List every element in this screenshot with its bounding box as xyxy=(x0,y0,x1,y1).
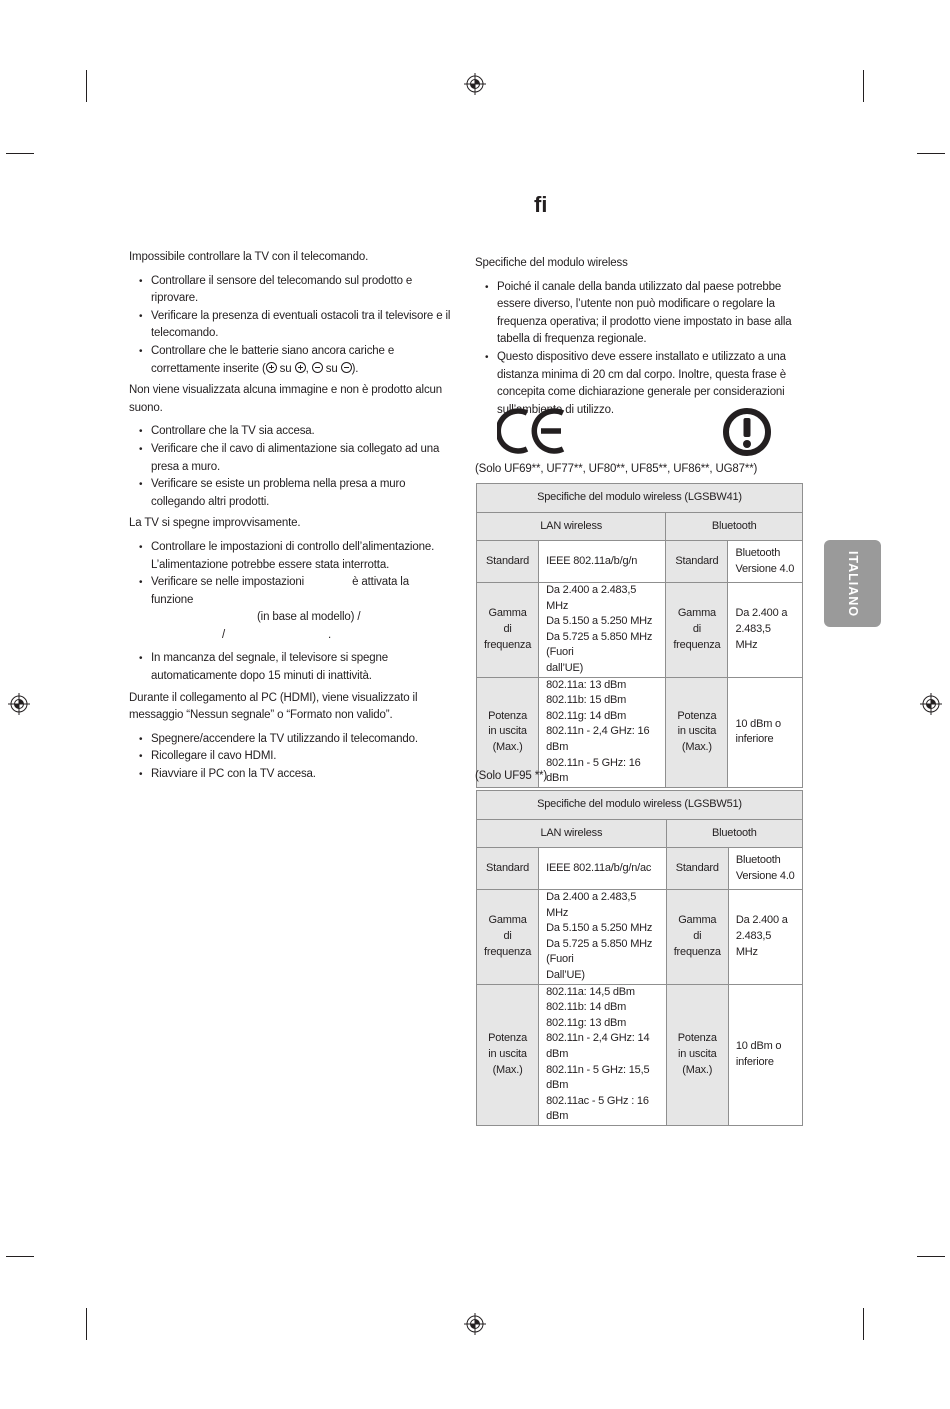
wireless-spec-table xyxy=(476,790,803,1126)
list-item: • Ricollegare il cavo HDMI. xyxy=(129,748,451,766)
row-label: Standard xyxy=(666,848,728,890)
row-label: Standard xyxy=(477,541,539,583)
crop-mark xyxy=(6,153,34,154)
model-note: (Solo UF69**, UF77**, UF80**, UF85**, UF86**, UG87**) xyxy=(475,463,758,475)
bullet-list xyxy=(475,279,805,420)
registration-mark-icon xyxy=(920,693,942,715)
table-cell: IEEE 802.11a/b/g/n xyxy=(539,541,666,583)
registration-mark-icon xyxy=(464,73,486,95)
row-label: Gamma di frequenza xyxy=(666,583,728,678)
table-cell: IEEE 802.11a/b/g/n/ac xyxy=(539,848,667,890)
section-title: La TV si spegne improvvisamente. xyxy=(129,517,301,530)
list-item: • Riavviare il PC con la TV accesa. xyxy=(129,766,451,784)
item-text: Controllare che le batterie siano ancora cariche e correttamente inserite ( xyxy=(151,344,395,375)
language-tab xyxy=(824,540,881,627)
list-item: • In mancanza del segnale, il televisore si spegne automaticamente dopo 15 minuti di inattività. xyxy=(129,650,451,685)
table-cell: 10 dBm o inferiore xyxy=(728,677,803,787)
row-label: Standard xyxy=(477,848,539,890)
row-label: Gamma di frequenza xyxy=(477,890,539,985)
list-item: • Poiché il canale della banda utilizzato dal paese potrebbe essere diverso, l’utente non può modificare o regolare la frequenza operativa; il prodotto viene impostato in base alla tabella di frequenza regionale. xyxy=(475,279,805,349)
language-label: ITALIANO xyxy=(845,550,860,617)
section-title: Impossibile controllare la TV con il telecomando. xyxy=(129,251,369,263)
row-label: Potenza in uscita (Max.) xyxy=(666,984,728,1125)
table-title: Specifiche del modulo wireless (LGSBW41) xyxy=(477,484,803,513)
item-text: su xyxy=(276,362,295,375)
list-item xyxy=(129,574,451,644)
bullet-list xyxy=(129,423,451,511)
table-cell: Da 2.400 a 2.483,5 MHz xyxy=(728,890,802,985)
item-text: ). xyxy=(351,362,359,375)
crop-mark xyxy=(863,70,864,102)
ligature-glyph: ﬁ xyxy=(534,192,548,217)
column-header: Bluetooth xyxy=(666,513,803,541)
table-cell: Da 2.400 a 2.483,5 MHz Da 5.150 a 5.250 MHz Da 5.725 a 5.850 MHz (Fuori Dall’UE) xyxy=(539,890,667,985)
section-title: Durante il collegamento al PC (HDMI), viene visualizzato il messaggio “Nessun segnale” o “Formato non valido”. xyxy=(129,691,418,722)
bullet-list xyxy=(129,731,451,784)
crop-mark xyxy=(86,1308,87,1340)
ce-mark-icon xyxy=(497,405,569,457)
crop-mark xyxy=(917,1256,945,1257)
wireless-spec-table xyxy=(476,483,803,788)
list-item: • Controllare le impostazioni di controllo dell’alimentazione. L’alimentazione potrebbe essere stata interrotta. xyxy=(129,539,451,574)
model-note: (Solo UF95 **) xyxy=(475,770,548,782)
row-label: Gamma di frequenza xyxy=(666,890,728,985)
list-item xyxy=(129,343,451,378)
registration-mark-icon xyxy=(464,1313,486,1335)
section-title: Non viene visualizzata alcuna immagine e non è prodotto alcun suono. xyxy=(129,384,443,414)
battery-plus-icon xyxy=(266,362,277,373)
table-cell: Da 2.400 a 2.483,5 MHz xyxy=(728,583,803,678)
item-text: è attivata la funzione xyxy=(151,576,409,606)
registration-mark-icon xyxy=(8,693,30,715)
list-item: • Verificare se esiste un problema nella presa a muro collegando altri prodotti. xyxy=(129,476,451,511)
list-item: • Spegnere/accendere la TV utilizzando il telecomando. xyxy=(129,731,451,749)
crop-mark xyxy=(917,153,945,154)
row-label: Standard xyxy=(666,541,728,583)
list-item: • Verificare che il cavo di alimentazione sia collegato ad una presa a muro. xyxy=(129,441,451,476)
table-cell: 802.11a: 14,5 dBm 802.11b: 14 dBm 802.11g: 13 dBm 802.11n - 2,4 GHz: 14 dBm 802.11n - 5 GHz: 15,5 dBm 802.11ac - 5 GHz : 16 dBm xyxy=(539,984,667,1125)
battery-minus-icon xyxy=(341,362,352,373)
table-cell: Da 2.400 a 2.483,5 MHz Da 5.150 a 5.250 MHz Da 5.725 a 5.850 MHz (Fuori dall’UE) xyxy=(539,583,666,678)
list-item: • Questo dispositivo deve essere installato e utilizzato a una distanza minima di 20 cm dal corpo. Inoltre, questa frase è concepita come dichiarazione generale per considerazioni sull’ambiente di utilizzo. xyxy=(475,349,805,419)
table-cell: Bluetooth Versione 4.0 xyxy=(728,541,803,583)
table-cell: 802.11a: 13 dBm 802.11b: 15 dBm 802.11g: 14 dBm 802.11n - 2,4 GHz: 16 dBm 802.11n - 5 GHz: 16 dBm xyxy=(539,677,666,787)
row-label: Potenza in uscita (Max.) xyxy=(477,984,539,1125)
wireless-specs-column xyxy=(475,255,805,419)
item-text: (in base al modello) / xyxy=(257,611,361,624)
row-label: Potenza in uscita (Max.) xyxy=(477,677,539,787)
crop-mark xyxy=(86,70,87,102)
bullet-list xyxy=(129,273,451,379)
section-title: Specifiche del modulo wireless xyxy=(475,257,628,269)
battery-plus-icon xyxy=(295,362,306,373)
bullet-list xyxy=(129,539,451,686)
list-item: • Verificare la presenza di eventuali ostacoli tra il televisore e il telecomando. xyxy=(129,308,451,343)
column-header: LAN wireless xyxy=(477,820,667,848)
crop-mark xyxy=(863,1308,864,1340)
troubleshooting-column xyxy=(129,249,451,788)
table-title: Specifiche del modulo wireless (LGSBW51) xyxy=(477,791,803,820)
row-label: Gamma di frequenza xyxy=(477,583,539,678)
exclamation-circle-icon xyxy=(722,407,772,457)
row-label: Potenza in uscita (Max.) xyxy=(666,677,728,787)
item-text: Verificare se nelle impostazioni xyxy=(151,576,305,589)
list-item: • Controllare che la TV sia accesa. xyxy=(129,423,451,441)
table-cell: 10 dBm o inferiore xyxy=(728,984,802,1125)
column-header: Bluetooth xyxy=(666,820,802,848)
item-text: su xyxy=(322,362,341,375)
item-text: . xyxy=(328,628,332,641)
battery-minus-icon xyxy=(312,362,323,373)
item-text: , xyxy=(305,362,312,375)
list-item: • Controllare il sensore del telecomando sul prodotto e riprovare. xyxy=(129,273,451,308)
column-header: LAN wireless xyxy=(477,513,666,541)
item-text: / xyxy=(222,628,226,641)
crop-mark xyxy=(6,1256,34,1257)
table-cell: Bluetooth Versione 4.0 xyxy=(728,848,802,890)
